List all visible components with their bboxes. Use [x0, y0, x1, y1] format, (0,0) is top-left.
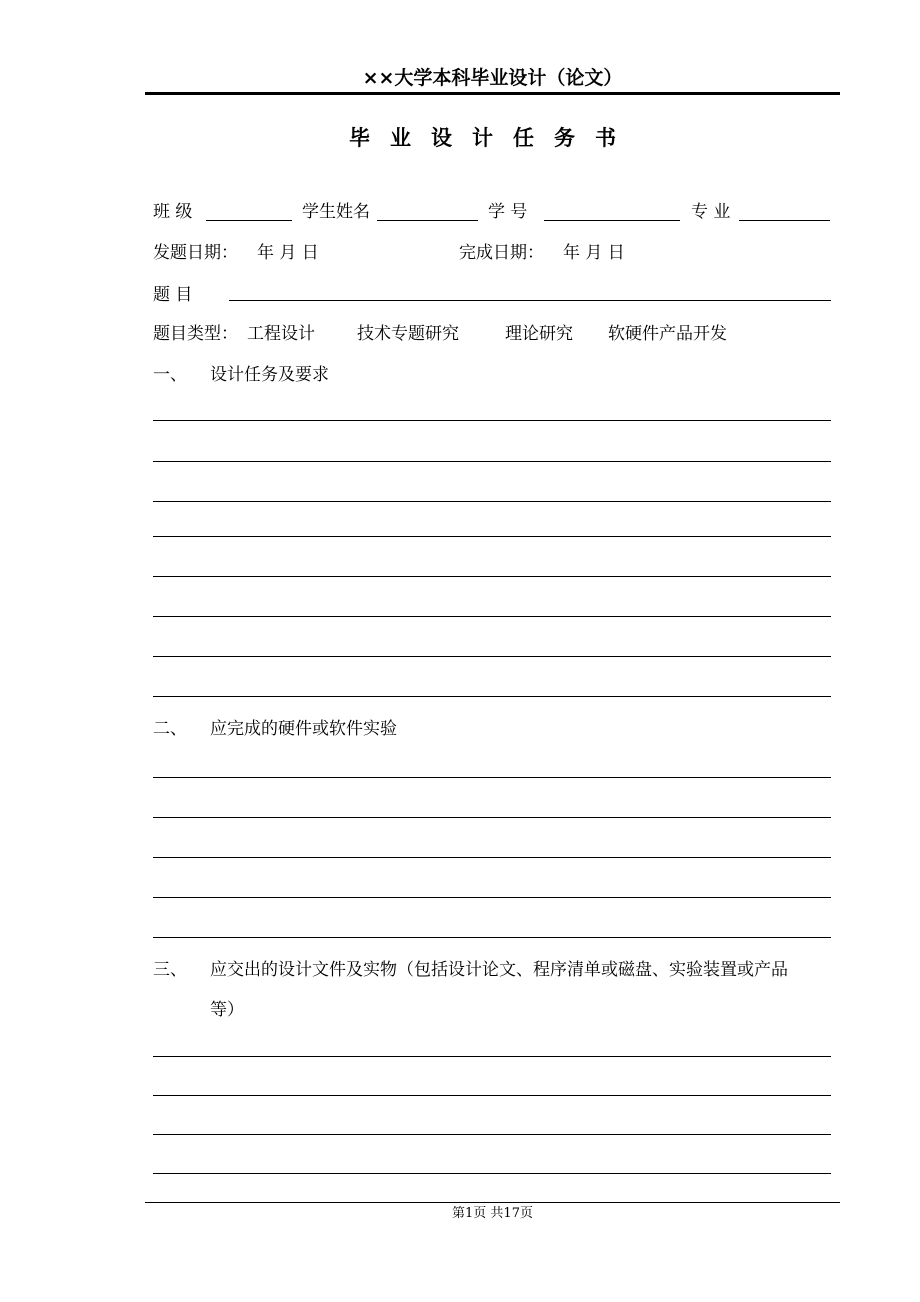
- document-title: 毕业设计任务书: [349, 126, 636, 150]
- class-label: 班 级: [153, 202, 193, 222]
- writing-line: [153, 937, 831, 938]
- section-3-title: 应交出的设计文件及实物（包括设计论文、程序清单或磁盘、实验装置或产品: [210, 960, 788, 980]
- header-title: ××大学本科毕业设计（论文）: [362, 67, 623, 89]
- student-name-label: 学生姓名: [302, 202, 370, 222]
- student-id-label: 学 号: [488, 202, 528, 222]
- student-name-field[interactable]: [377, 220, 478, 221]
- class-field[interactable]: [206, 220, 292, 221]
- section-2-title: 应完成的硬件或软件实验: [210, 719, 397, 739]
- section-1-title: 设计任务及要求: [210, 365, 329, 385]
- topic-field[interactable]: [229, 300, 831, 301]
- writing-line: [153, 1095, 831, 1096]
- type-option-product: 软硬件产品开发: [608, 324, 727, 344]
- page-number: 第1页 共17页: [452, 1206, 533, 1221]
- writing-line: [153, 1134, 831, 1135]
- type-option-theory: 理论研究: [505, 324, 573, 344]
- writing-line: [153, 1173, 831, 1174]
- writing-line: [153, 897, 831, 898]
- type-option-engineering: 工程设计: [247, 324, 315, 344]
- finish-date-value: 年 月 日: [563, 243, 625, 263]
- section-3-title-continued: 等）: [210, 1000, 244, 1020]
- writing-line: [153, 696, 831, 697]
- writing-line: [153, 461, 831, 462]
- section-1-number: 一、: [153, 365, 187, 385]
- writing-line: [153, 1056, 831, 1057]
- writing-line: [153, 857, 831, 858]
- finish-date-label: 完成日期：: [459, 243, 544, 263]
- topic-type-label: 题目类型：: [153, 324, 238, 344]
- topic-label: 题 目: [153, 285, 193, 305]
- writing-line: [153, 656, 831, 657]
- writing-line: [153, 616, 831, 617]
- major-label: 专 业: [691, 202, 731, 222]
- section-3-number: 三、: [153, 960, 187, 980]
- writing-line: [153, 777, 831, 778]
- issue-date-label: 发题日期：: [153, 243, 238, 263]
- footer-divider: [145, 1202, 840, 1203]
- issue-date-value: 年 月 日: [257, 243, 319, 263]
- writing-line: [153, 817, 831, 818]
- section-2-number: 二、: [153, 719, 187, 739]
- type-option-technical: 技术专题研究: [357, 324, 459, 344]
- header-divider: [145, 92, 840, 95]
- writing-line: [153, 536, 831, 537]
- writing-line: [153, 420, 831, 421]
- student-id-field[interactable]: [544, 220, 680, 221]
- writing-line: [153, 576, 831, 577]
- major-field[interactable]: [739, 220, 830, 221]
- writing-line: [153, 501, 831, 502]
